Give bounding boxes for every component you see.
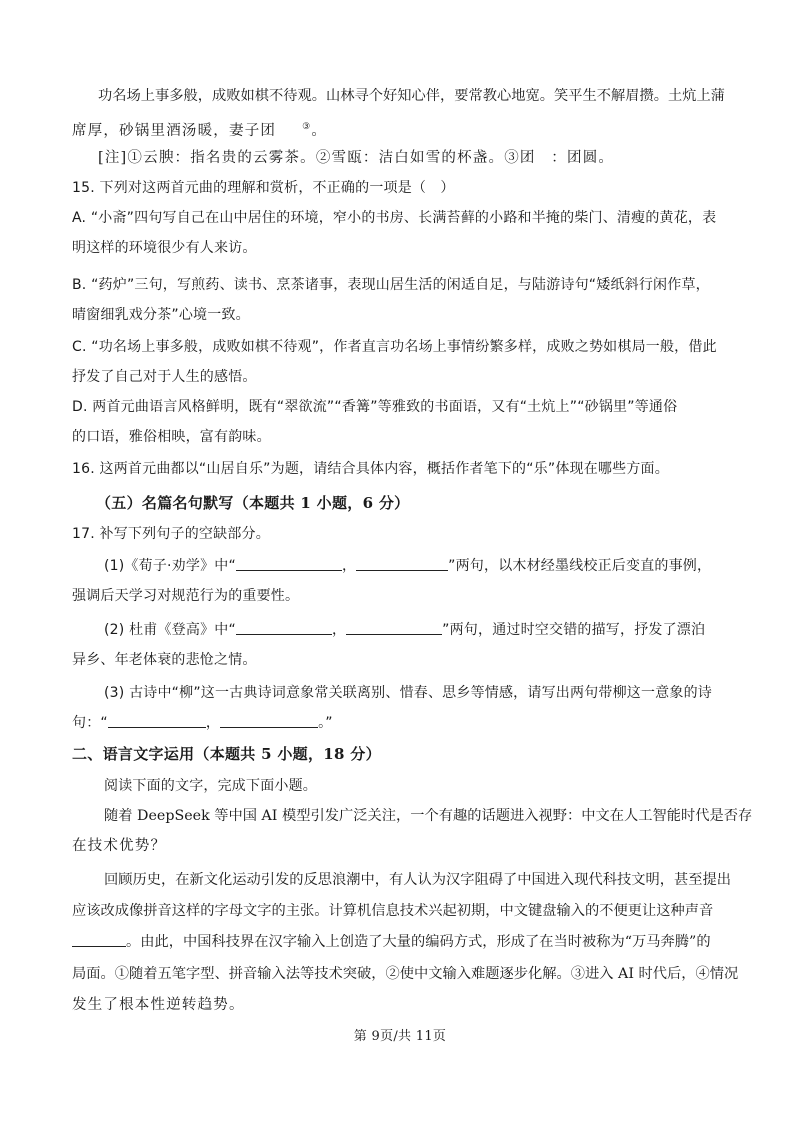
poem-line-1: 功名场上事多般，成败如棋不待观。山林寻个好知心伴，要常教心地宽。笑平生不解眉攒。土炕上蒲 [98, 88, 726, 104]
q17-part-2-line-2: 异乡、年老体衰的悲怆之情。 [72, 652, 257, 668]
question-16: 16. 这两首元曲都以“山居自乐”为题，请结合具体内容，概括作者笔下的“乐”体现在哪些方面。 [72, 461, 669, 477]
question-15-stem: 15. 下列对这两首元曲的理解和赏析，不正确的一项是（ ） [72, 180, 455, 196]
option-c-line-2: 抒发了自己对于人生的感悟。 [72, 369, 257, 385]
option-c-line-1: C. “功名场上事多般，成败如棋不待观”，作者直言功名场上事情纷繁多样，成败之势如棋局一般，借此 [72, 339, 717, 355]
option-a-line-2: 明这样的环境很少有人来访。 [72, 240, 257, 256]
q17-part-1-line-2: 强调后天学习对规范行为的重要性。 [72, 588, 300, 604]
passage-line-6: 局面。①随着五笔字型、拼音输入法等技术突破，②使中文输入难题逐步化解。③进入 AI 时代后，④情况 [72, 966, 739, 982]
poem-line-2 [72, 117, 327, 141]
q17-part-1-prefix: (1)《荀子·劝学》中“ [104, 558, 236, 574]
section-2-heading: 二、语言文字运用（本题共 5 小题，18 分） [72, 745, 381, 763]
answer-blank[interactable] [108, 713, 206, 728]
q17-part-1-line-1 [104, 556, 711, 576]
option-d-line-2: 的口语，雅俗相映，富有韵味。 [72, 429, 271, 445]
q17-part-3-line-2 [72, 713, 333, 733]
option-b-line-2: 晴窗细乳戏分茶”心境一致。 [72, 307, 250, 323]
option-b-line-1: B. “药炉”三句，写煎药、读书、烹茶诸事，表现山居生活的闲适自足，与陆游诗句“矮纸斜行闲作草， [72, 277, 710, 293]
passage-line-3: 回顾历史，在新文化运动引发的反思浪潮中，有人认为汉字阻碍了中国进入现代科技文明，甚至提出 [104, 872, 732, 888]
passage-line-4: 应该改成像拼音这样的字母文字的主张。计算机信息技术兴起初期，中文键盘输入的不便更让这种声音 [72, 903, 714, 919]
answer-blank[interactable] [72, 932, 126, 947]
option-a-line-1: A. “小斋”四句写自己在山中居住的环境，窄小的书房、长满苔藓的小路和半掩的柴门、清瘦的黄花，表 [72, 210, 717, 226]
answer-blank[interactable] [236, 556, 342, 571]
answer-blank[interactable] [356, 556, 448, 571]
poem-period: 。 [311, 123, 328, 139]
passage-line-5 [72, 932, 711, 952]
answer-blank[interactable] [236, 620, 332, 635]
q17-part-1-suffix: ”两句，以木材经墨线校正后变直的事例， [448, 558, 712, 574]
q17-part-2-line-1 [104, 620, 705, 640]
passage-line-2: 在技术优势？ [72, 838, 167, 854]
q17-part-2-suffix: ”两句，通过时空交错的描写，抒发了漂泊 [442, 622, 706, 638]
section-5-heading: （五）名篇名句默写（本题共 1 小题，6 分） [96, 494, 410, 512]
comma: ， [205, 715, 221, 731]
page-footer: 第 9页/共 11页 [353, 1029, 447, 1044]
passage-line-1: 随着 DeepSeek 等中国 AI 模型引发广泛关注，一个有趣的话题进入视野：中文在人工智能时代是否存 [104, 808, 753, 824]
q17-part-3-suffix: 。” [318, 715, 333, 731]
comma: ， [341, 558, 357, 574]
q17-part-3-line-1: (3) 古诗中“柳”这一古典诗词意象常关联离别、惜春、思乡等情感，请写出两句带柳这一意象的诗 [104, 685, 712, 701]
comma: ， [331, 622, 347, 638]
question-17-stem: 17. 补写下列句子的空缺部分。 [72, 526, 270, 542]
reading-instruction: 阅读下面的文字，完成下面小题。 [104, 778, 317, 794]
passage-line-7: 发生了根本性逆转趋势。 [72, 997, 245, 1013]
footnote-mark: ③ [302, 122, 312, 132]
answer-blank[interactable] [220, 713, 318, 728]
poem-text: 席厚，砂锅里酒汤暖，妻子团 [72, 123, 277, 139]
annotation-note: [注]①云腴：指名贵的云雾茶。②雪瓯：洁白如雪的杯盏。③团 ：团圆。 [98, 150, 615, 166]
option-d-line-1: D. 两首元曲语言风格鲜明，既有“翠欲流”“香篝”等雅致的书面语，又有“土炕上”“砂锅里”等通俗 [72, 399, 678, 415]
answer-blank[interactable] [346, 620, 442, 635]
q17-part-2-prefix: (2) 杜甫《登高》中“ [104, 622, 236, 638]
passage-line-5-text: 。由此，中国科技界在汉字输入上创造了大量的编码方式，形成了在当时被称为“万马奔腾”的 [126, 934, 711, 950]
q17-part-3-prefix: 句：“ [72, 715, 108, 731]
